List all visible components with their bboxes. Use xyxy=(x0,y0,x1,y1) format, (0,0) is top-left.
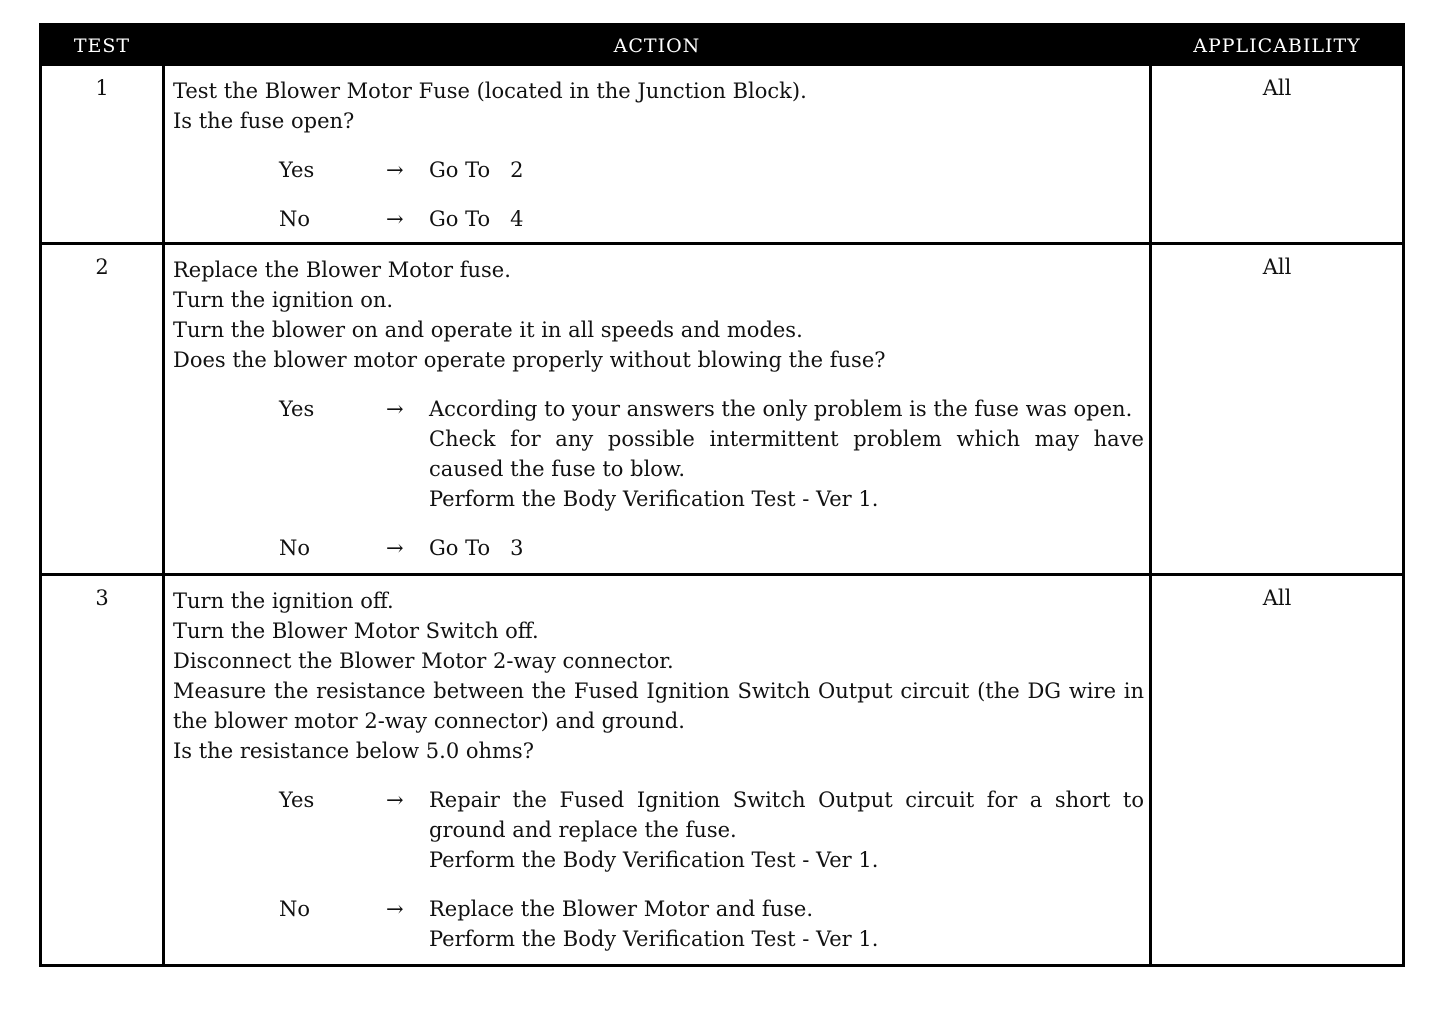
arrow-right-icon: → xyxy=(386,158,404,182)
action-cell xyxy=(173,586,1144,954)
action-line: Is the fuse open? xyxy=(173,109,355,133)
action-line: Turn the blower on and operate it in all speeds and modes. xyxy=(173,318,803,342)
header-applicability: APPLICABILITY xyxy=(1193,35,1361,57)
yes-result: According to your answers the only problem is the fuse was open. Check for any possible intermittent problem which may have caused the fuse to blow. Perform the Body Verification Test - Ver 1. xyxy=(429,397,1144,511)
test-number: 1 xyxy=(95,76,109,100)
test-number: 3 xyxy=(95,586,109,610)
no-response xyxy=(173,204,1144,234)
arrow-right-icon: → xyxy=(386,536,404,560)
yes-label: Yes xyxy=(279,158,315,182)
action-line: Turn the Blower Motor Switch off. xyxy=(173,619,539,643)
yes-response xyxy=(173,394,1144,514)
action-line: Is the resistance below 5.0 ohms? xyxy=(173,739,534,763)
action-line: Measure the resistance between the Fused Ignition Switch Output circuit (the DG wire in the blower motor 2-way connector) and ground. xyxy=(173,679,1144,733)
yes-result: Repair the Fused Ignition Switch Output circuit for a short to ground and replace the fuse. Perform the Body Verification Test - Ver 1. xyxy=(429,788,1144,872)
header-action: ACTION xyxy=(613,35,701,57)
no-response xyxy=(173,533,1144,563)
arrow-right-icon: → xyxy=(386,397,404,421)
arrow-right-icon: → xyxy=(386,897,404,921)
yes-label: Yes xyxy=(279,788,315,812)
no-result: Go To 3 xyxy=(429,536,524,560)
action-cell xyxy=(173,255,1144,563)
action-line: Does the blower motor operate properly without blowing the fuse? xyxy=(173,348,886,372)
table-row xyxy=(42,245,1402,573)
applicability: All xyxy=(1262,255,1292,279)
action-line: Replace the Blower Motor fuse. xyxy=(173,258,511,282)
table-header xyxy=(42,26,1402,66)
table-row xyxy=(42,576,1402,964)
applicability: All xyxy=(1262,586,1292,610)
diagnostic-table xyxy=(39,23,1405,967)
no-response xyxy=(173,894,1144,954)
applicability: All xyxy=(1262,76,1292,100)
no-label: No xyxy=(279,897,311,921)
action-line: Turn the ignition off. xyxy=(173,589,394,613)
yes-result: Go To 2 xyxy=(429,158,524,182)
no-label: No xyxy=(279,536,311,560)
yes-response xyxy=(173,155,1144,185)
no-label: No xyxy=(279,207,311,231)
action-line: Turn the ignition on. xyxy=(173,288,394,312)
table-row xyxy=(42,66,1402,242)
no-result: Replace the Blower Motor and fuse. Perform the Body Verification Test - Ver 1. xyxy=(429,897,879,951)
header-test: TEST xyxy=(73,35,131,57)
arrow-right-icon: → xyxy=(386,788,404,812)
no-result: Go To 4 xyxy=(429,207,524,231)
action-cell xyxy=(173,76,1144,234)
action-line: Disconnect the Blower Motor 2-way connector. xyxy=(173,649,674,673)
arrow-right-icon: → xyxy=(386,207,404,231)
yes-response xyxy=(173,785,1144,875)
test-number: 2 xyxy=(95,255,109,279)
action-line: Test the Blower Motor Fuse (located in the Junction Block). xyxy=(173,79,807,103)
yes-label: Yes xyxy=(279,397,315,421)
